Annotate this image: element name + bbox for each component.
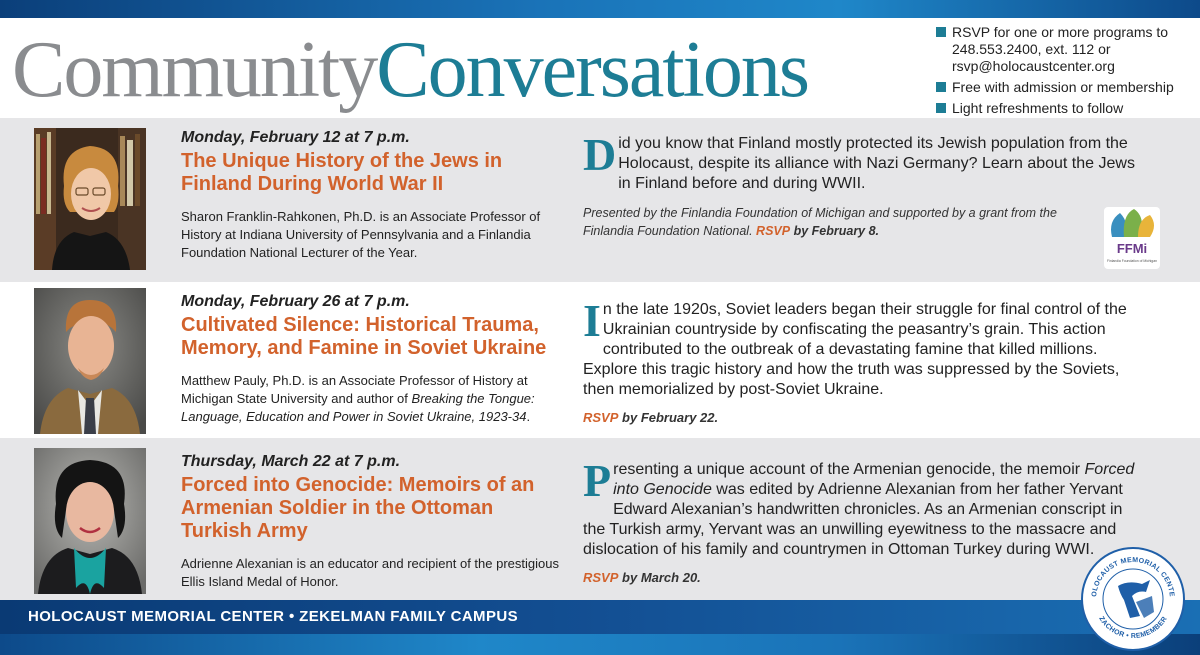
ffmi-logo — [1104, 207, 1160, 269]
rsvp-label: RSVP — [583, 570, 619, 585]
refreshments-info-text: Light refreshments to follow — [952, 100, 1124, 116]
program-3-title: Forced into Genocide: Memoirs of an Armenian Soldier in the Ottoman Turkish Army — [181, 474, 535, 542]
program-2-rsvp-deadline: by February 22. — [622, 410, 719, 425]
program-1-description — [583, 129, 1143, 240]
program-2-info — [181, 292, 561, 426]
ffmi-logo-letters: FFMi — [1116, 241, 1148, 256]
program-3-date: Thursday, March 22 at 7 p.m. — [181, 453, 401, 470]
holocaust-memorial-center-seal — [1080, 546, 1186, 652]
title-word-community: Community — [12, 26, 377, 114]
program-1-date: Monday, February 12 at 7 p.m. — [181, 129, 410, 146]
program-row-1 — [0, 118, 1200, 282]
program-3-description — [583, 455, 1143, 585]
program-3-description-text-a: resenting a unique account of the Armenian genocide, the memoir — [613, 461, 1081, 478]
title-word-conversations: Conversations — [376, 26, 808, 114]
rsvp-info-box — [936, 24, 1198, 121]
program-row-3 — [0, 438, 1200, 600]
square-bullet-icon — [936, 82, 946, 92]
program-2-rsvp — [583, 410, 1143, 425]
bottom-color-bar — [0, 634, 1200, 655]
footer-text: HOLOCAUST MEMORIAL CENTER • ZEKELMAN FAMILY CAMPUS — [28, 608, 518, 625]
program-3-book-title: Forced into Genocide — [613, 461, 1135, 498]
square-bullet-icon — [936, 27, 946, 37]
square-bullet-icon — [936, 103, 946, 113]
program-1-speaker-bio: Sharon Franklin-Rahkonen, Ph.D. is an Associate Professor of History at Indiana University of Pennsylvania and a Finlandia Foundation National Lecturer of the Year. — [181, 209, 541, 260]
dropcap-letter: I — [583, 295, 601, 346]
program-3-rsvp — [583, 570, 1143, 585]
program-2-description — [583, 295, 1143, 425]
admission-info-text: Free with admission or membership — [952, 79, 1174, 95]
speaker-photo-pauly — [34, 288, 146, 434]
dropcap-letter: P — [583, 455, 612, 506]
top-color-bar — [0, 0, 1200, 18]
seal-top-text: OLOCAUST MEMORIAL CENTE — [1090, 556, 1175, 598]
speaker-photo-alexanian — [34, 448, 146, 594]
program-row-2 — [0, 284, 1200, 436]
program-1-rsvp-deadline: by February 8. — [793, 224, 880, 238]
dropcap-letter: D — [583, 129, 617, 180]
program-2-title: Cultivated Silence: Historical Trauma, Memory, and Famine in Soviet Ukraine — [181, 314, 547, 359]
rsvp-info-text: RSVP for one or more programs to 248.553.2400, ext. 112 or rsvp@holocaustcenter.org — [952, 24, 1169, 74]
footer-bar — [0, 600, 1200, 634]
speaker-photo-franklin-rahkonen — [34, 128, 146, 270]
admission-info-item — [936, 79, 1198, 96]
program-3-description-text-b: was edited by Adrienne Alexanian from her father Yervant Edward Alexanian’s handwritten chronicles. As an Armenian conscript in the Turkish army, Yervant was an unwilling eyewitness to the massacre and dislocation of his family and countrymen in Ottoman Turkey during WWI. — [583, 481, 1123, 558]
rsvp-label: RSVP — [583, 410, 619, 425]
program-1-credit — [583, 204, 1083, 240]
program-2-bio-prefix: Matthew Pauly, Ph.D. is an Associate Professor of History at Michigan State University and author of — [181, 373, 528, 406]
page-title — [12, 22, 808, 118]
program-2-bio-suffix: . — [526, 409, 531, 424]
refreshments-info-item — [936, 100, 1198, 117]
program-2-book-title: Breaking the Tongue: Language, Education and Power in Soviet Ukraine, 1923-34 — [181, 391, 535, 424]
seal-bottom-text: ZACHOR • REMEMBER — [1097, 615, 1169, 641]
rsvp-info-item — [936, 24, 1198, 75]
program-1-title: The Unique History of the Jews in Finland During World War II — [181, 150, 503, 195]
program-2-speaker-bio — [181, 372, 561, 426]
rsvp-label: RSVP — [756, 224, 791, 238]
program-1-description-text: id you know that Finland mostly protected its Jewish population from the Holocaust, despite its alliance with Nazi Germany? Learn about the Jews in Finland before and during WWII. — [618, 135, 1135, 192]
program-3-rsvp-deadline: by March 20. — [622, 570, 701, 585]
program-2-description-text: n the late 1920s, Soviet leaders began their struggle for final control of the Ukrainian countryside by confiscating the peasantry’s grain. This action contributed to the outbreak of a devastating famine that killed millions. Explore this tragic history and how the truth was suppressed by the Soviets, then memorialized by post-Soviet Ukraine. — [583, 301, 1127, 398]
program-1-credit-text: Presented by the Finlandia Foundation of Michigan and supported by a grant from the Finlandia Foundation National. — [583, 206, 1057, 238]
program-3-speaker-bio: Adrienne Alexanian is an educator and recipient of the prestigious Ellis Island Medal of Honor. — [181, 556, 559, 589]
program-2-date: Monday, February 26 at 7 p.m. — [181, 293, 410, 310]
program-1-info — [181, 128, 561, 262]
program-3-info — [181, 452, 561, 591]
ffmi-logo-caption: Finlandia Foundation of Michigan — [1107, 259, 1157, 263]
